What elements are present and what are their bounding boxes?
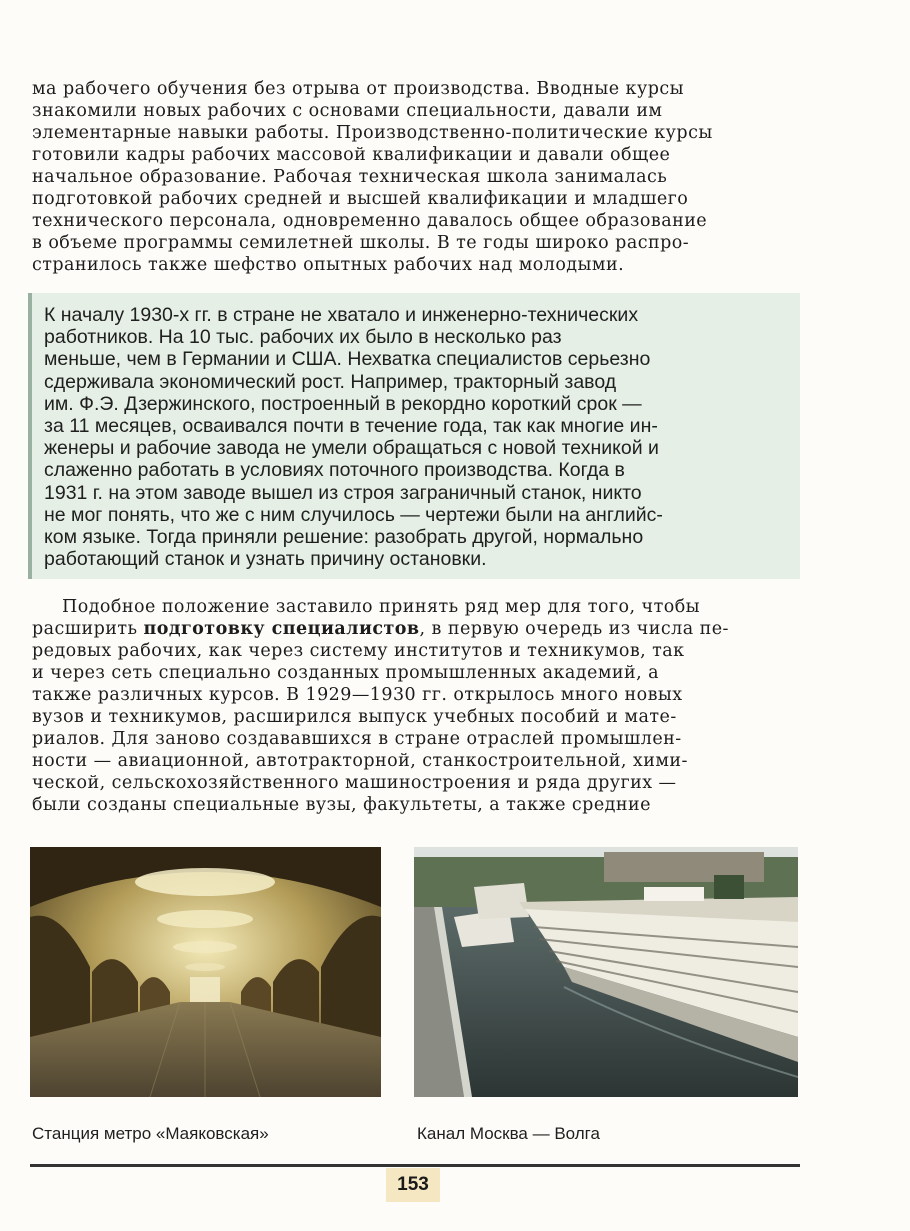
text-line: риалов. Для заново создававшихся в стране отраслей промышлен- [32,729,682,749]
box-line: работающий станок и узнать причину остановки. [44,548,487,571]
text-line: редовых рабочих, как через систему институтов и техникумов, так [32,641,685,661]
highlight-box [28,293,800,579]
box-line: им. Ф.Э. Дзержинского, построенный в рекордно короткий срок — [44,392,642,415]
text-line: и через сеть специально созданных промышленных академий, а [32,663,660,683]
box-line: ком языке. Тогда приняли решение: разобрать другой, нормально [44,526,644,549]
metro-caption: Станция метро «Маяковская» [32,1124,269,1143]
box-line: не мог понять, что же с ним случилось — чертежи были на английс- [44,503,663,526]
text-line: были созданы специальные вузы, факультеты, а также средние [32,795,651,815]
box-line: сдерживала экономический рост. Например, тракторный завод [44,370,617,393]
footer-rule [30,1164,800,1167]
text-line: в объеме программы семилетней школы. В те годы широко распро- [32,233,690,253]
box-line: за 11 месяцев, осваивался почти в течение года, так как многие ин- [44,415,658,438]
canal-photo [414,847,798,1097]
text-line: странилось также шефство опытных рабочих над молодыми. [32,255,625,275]
box-line: работников. На 10 тыс. рабочих их было в несколько раз [44,326,562,349]
page-number: 153 [386,1168,440,1202]
text-line: ности — авиационной, автотракторной, станкостроительной, хими- [32,751,688,771]
text-line: элементарные навыки работы. Производственно-политические курсы [32,123,713,143]
box-line: слаженно работать в условиях поточного производства. Когда в [44,459,625,482]
metro-station-photo [30,847,381,1097]
paragraph-intro [32,78,798,276]
canal-caption: Канал Москва — Волга [417,1124,600,1143]
text-fragment: , в первую очередь из числа пе- [419,619,729,639]
canal-illustration [414,847,798,1097]
text-line: вузов и техникумов, расширился выпуск учебных пособий и мате- [32,707,677,727]
text-line: начальное образование. Рабочая техническая школа занималась [32,167,668,187]
text-line: технического персонала, одновременно давалось общее образование [32,211,708,231]
text-line: готовили кадры рабочих массовой квалификации и давали общее [32,145,671,165]
text-line: подготовкой рабочих средней и высшей квалификации и младшего [32,189,689,209]
text-line: знакомили новых рабочих с основами специальности, давали им [32,101,663,121]
text-line: ческой, сельскохозяйственного машиностроения и ряда других — [32,773,677,793]
box-line: женеры и рабочие завода не умели обращаться с новой техникой и [44,437,659,460]
key-term: подготовку специалистов [143,619,420,639]
box-line: меньше, чем в Германии и США. Нехватка специалистов серьезно [44,348,651,371]
box-line: 1931 г. на этом заводе вышел из строя заграничный станок, никто [44,481,642,504]
text-line: ма рабочего обучения без отрыва от производства. Вводные курсы [32,79,684,99]
text-line: Подобное положение заставило принять ряд мер для того, чтобы [62,597,701,617]
text-line: также различных курсов. В 1929—1930 гг. открылось много новых [32,685,683,705]
text-fragment: расширить [32,619,144,639]
metro-station-illustration [30,847,381,1097]
text-line [32,618,798,640]
paragraph-specialists [32,596,798,816]
box-line: К началу 1930-х гг. в стране не хватало и инженерно-технических [44,304,639,326]
